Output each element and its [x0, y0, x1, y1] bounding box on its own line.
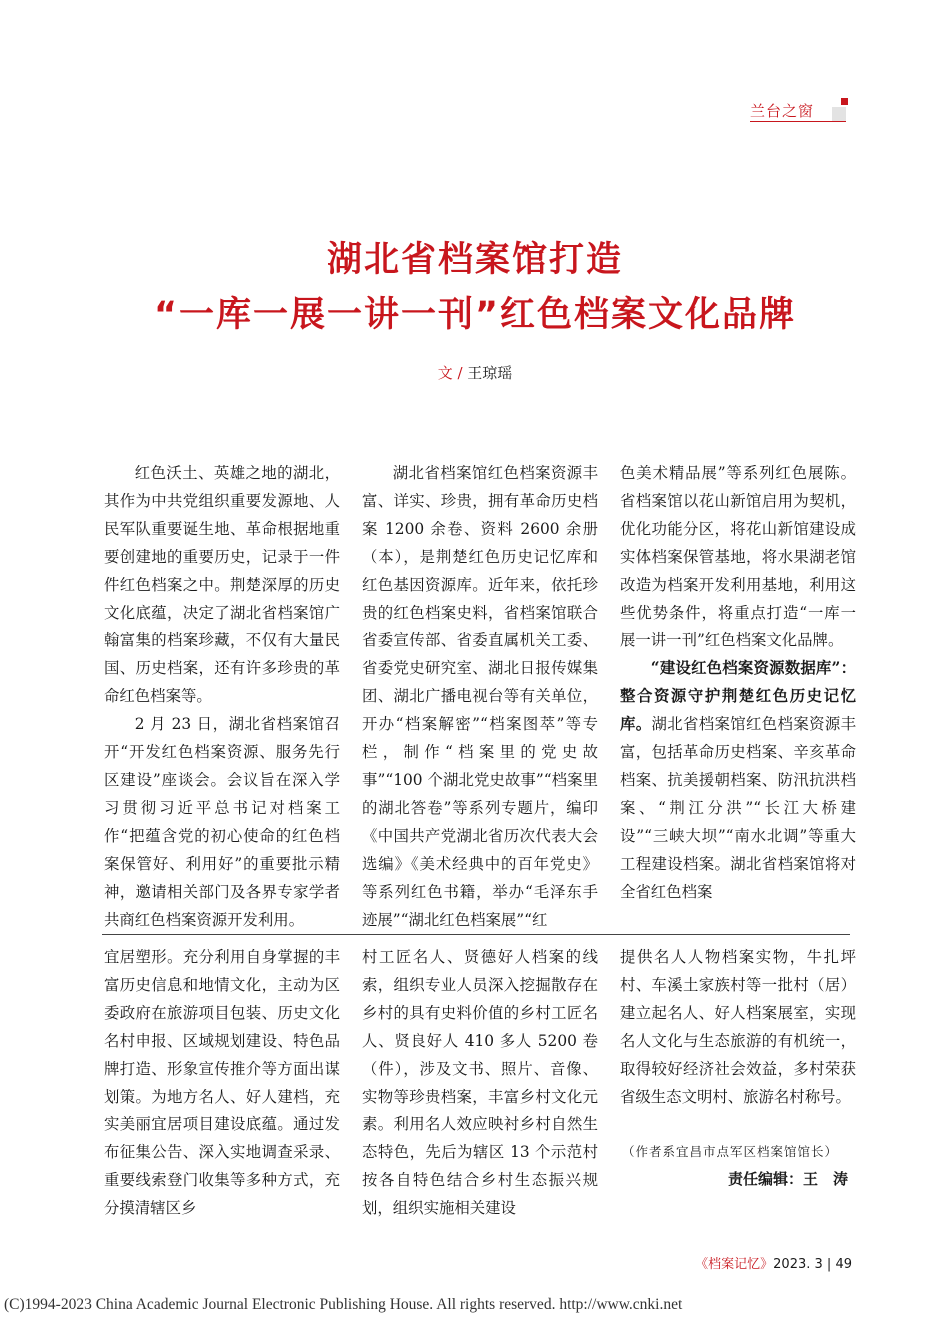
- top-column-3: [620, 460, 856, 907]
- paragraph-text: 湖北省档案馆红色档案资源丰富，包括革命历史档案、辛亥革命档案、抗美援朝档案、防汛抗洪档案、“荆江分洪”“长江大桥建设”“三峡大坝”“南水北调”等重大工程建设档案。湖北省档案馆将对全省红色档案: [620, 715, 856, 901]
- journal-name: 《档案记忆》: [695, 1257, 774, 1272]
- paragraph: 宜居塑形。充分利用自身掌握的丰富历史信息和地情文化，主动为区委政府在旅游项目包装、历史文化名村申报、区域规划建设、特色品牌打造、形象宣传推介等方面出谋划策。为地方名人、好人建档，充实美丽宜居项目建设底蕴。通过发布征集公告、深入实地调查采录、重要线索登门收集等多种方式，充分摸清辖区乡: [104, 948, 340, 1218]
- paragraph: 色美术精品展”等系列红色展陈。省档案馆以花山新馆启用为契机，优化功能分区，将花山新馆建设成实体档案保管基地，将水果湖老馆改造为档案开发利用基地，利用这些优势条件，将重点打造“一库一展一讲一刊”红色档案文化品牌。: [620, 464, 856, 650]
- top-column-1: [104, 460, 340, 934]
- section-tag-grey-square: [832, 107, 846, 121]
- page-number: 49: [835, 1257, 852, 1272]
- paragraph: 红色沃土、英雄之地的湖北，其作为中共党组织重要发源地、人民军队重要诞生地、革命根据地重要创建地的重要历史，记录于一件件红色档案之中。荆楚深厚的历史文化底蕴，决定了湖北省档案馆广翰富集的档案珍藏，不仅有大量民国、历史档案，还有许多珍贵的革命红色档案等。: [104, 464, 340, 706]
- section-tag-rule: [750, 121, 846, 122]
- article-title-line-2: “一库一展一讲一刊”红色档案文化品牌: [153, 295, 796, 335]
- byline-author: 王琼瑶: [467, 364, 513, 382]
- paragraph: 提供名人人物档案实物，牛扎坪村、车溪土家族村等一批村（居）建立起名人、好人档案展室，实现名人文化与生态旅游的有机统一，取得较好经济社会效益，多村荣获省级生态文明村、旅游名村称号。: [620, 948, 856, 1106]
- top-column-2: [362, 460, 598, 934]
- responsible-editor: 责任编辑：王 涛: [728, 1170, 849, 1188]
- section-tag-red-square: [841, 98, 848, 105]
- issue-number: 2023. 3: [773, 1257, 823, 1272]
- article-title-line-1: 湖北省档案馆打造: [326, 240, 623, 280]
- bottom-column-1: [104, 944, 340, 1223]
- footer-separator: |: [826, 1257, 832, 1272]
- bottom-column-3: [620, 944, 856, 1111]
- byline: [0, 362, 950, 383]
- paragraph: 湖北省档案馆红色档案资源丰富、详实、珍贵，拥有革命历史档案 1200 余卷、资料 2600 余册（本），是荆楚红色历史记忆库和红色基因资源库。近年来，依托珍贵的红色档案史料，省档案馆联合省委宣传部、省委直属机关工委、省委党史研究室、湖北日报传媒集团、湖北广播电视台等有关单位，开办“档案解密”“档案图萃”等专栏，制作“档案里的党史故事”“100 个湖北党史故事”“档案里的湖北答卷”等系列专题片，编印《中国共产党湖北省历次代表大会选编》《美术经典中的百年党史》等系列红色书籍，举办“毛泽东手迹展”“湖北红色档案展”“红: [362, 464, 598, 929]
- copyright-notice: (C)1994-2023 China Academic Journal Electronic Publishing House. All rights reserved. http://www.cnki.net: [4, 1296, 683, 1313]
- paragraph: 村工匠名人、贤德好人档案的线索，组织专业人员深入挖掘散存在乡村的具有史料价值的乡村工匠名人、贤良好人 410 多人 5200 卷（件），涉及文书、照片、音像、实物等珍贵档案，丰富乡村文化元素。利用名人效应映衬乡村自然生态特色，先后为辖区 13 个示范村按各自特色结合乡村生态振兴规划，组织实施相关建设: [362, 948, 598, 1218]
- paragraph: [620, 655, 856, 906]
- subheading-lead: “建设红色档案资源数据库”：整合资源守护荆楚红色历史记忆库。: [620, 659, 856, 734]
- section-divider: [102, 934, 850, 935]
- author-note: （作者系宜昌市点军区档案馆馆长）: [622, 1144, 839, 1159]
- page-footer: [695, 1253, 852, 1272]
- bottom-column-2: [362, 944, 598, 1223]
- paragraph: 2 月 23 日，湖北省档案馆召开“开发红色档案资源、服务先行区建设”座谈会。会议旨在深入学习贯彻习近平总书记对档案工作“把蕴含党的初心使命的红色档案保管好、利用好”的重要批示精神，邀请相关部门及各界专家学者共商红色档案资源开发利用。: [104, 715, 340, 929]
- byline-label: 文 /: [437, 364, 463, 382]
- section-tag: 兰台之窗: [750, 102, 815, 120]
